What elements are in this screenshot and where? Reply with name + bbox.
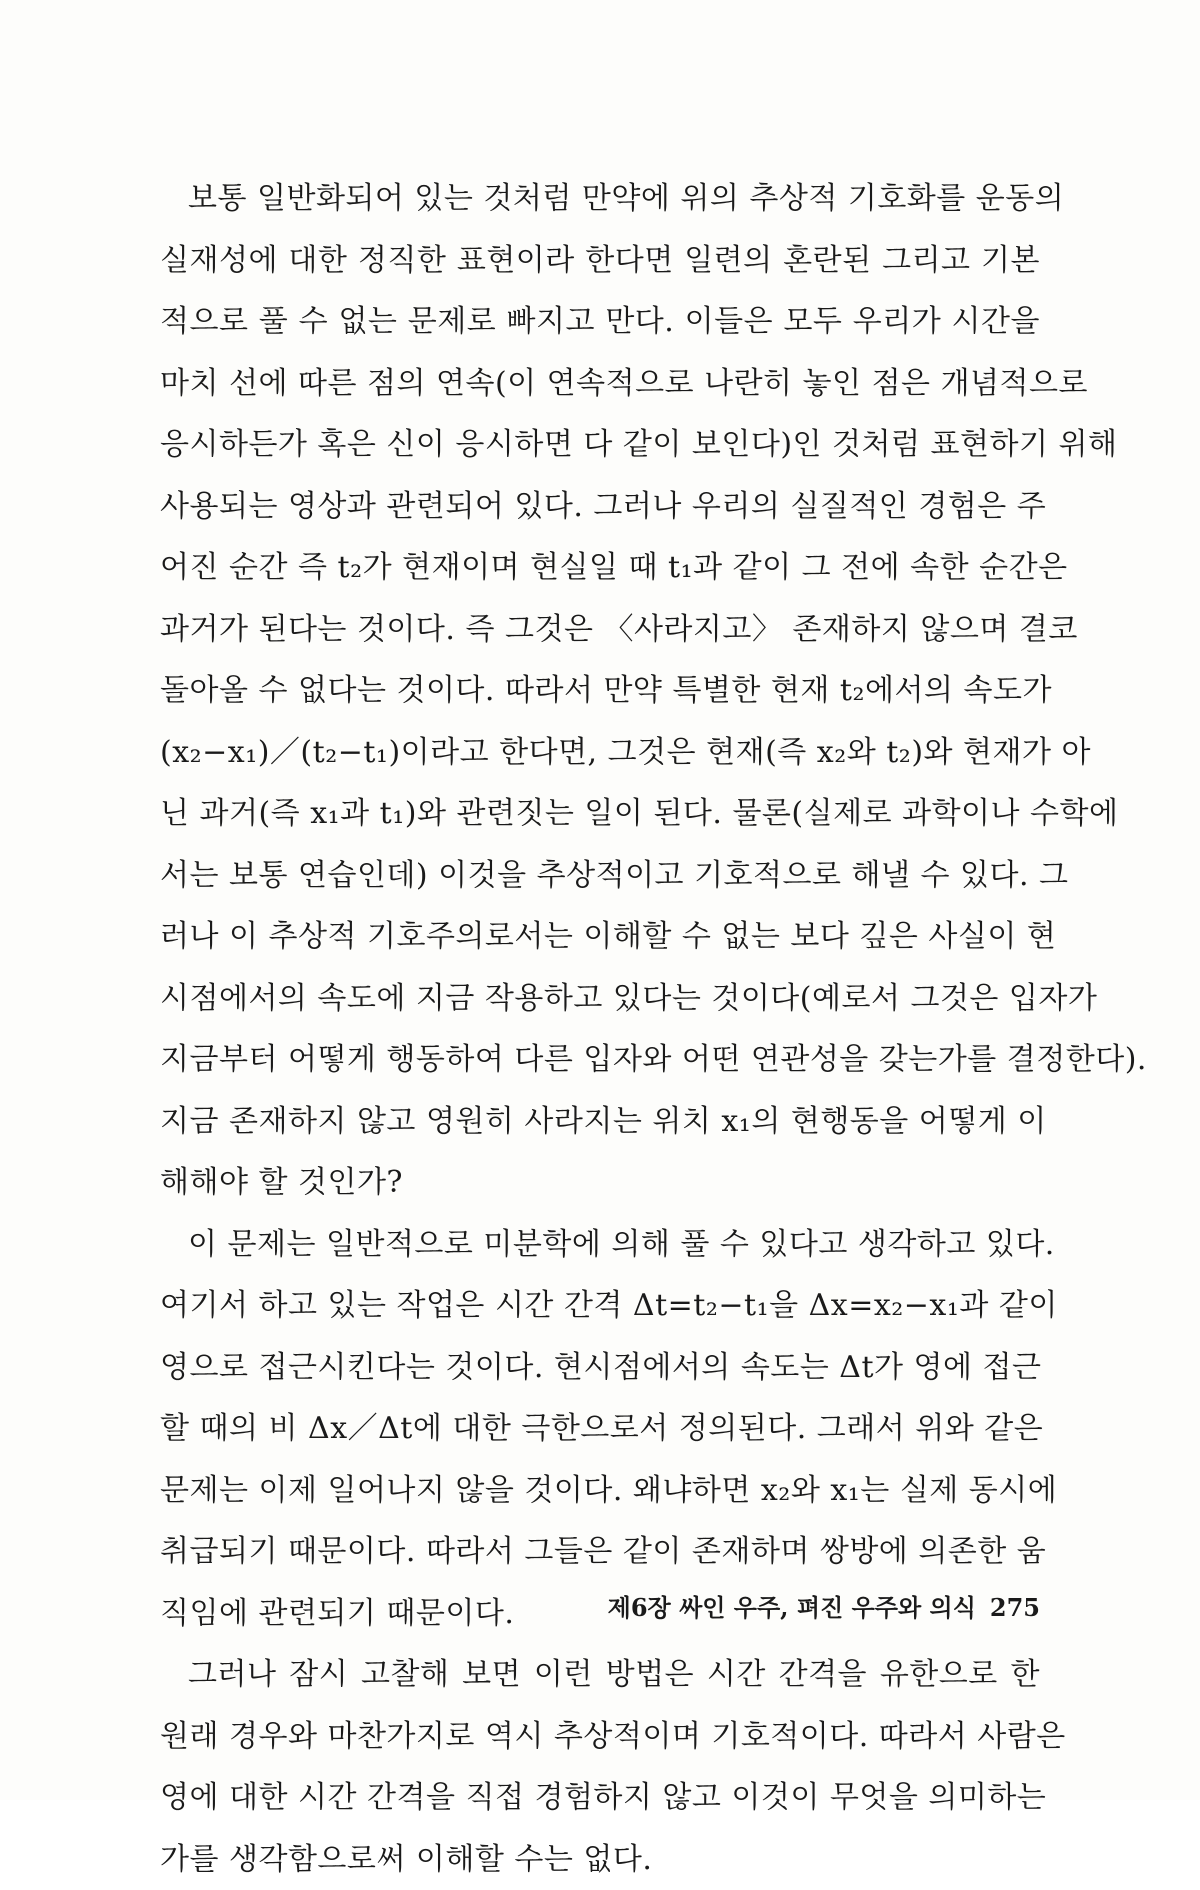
text-line: 영으로 접근시킨다는 것이다. 현시점에서의 속도는 Δt가 영에 접근 [160, 1337, 1040, 1399]
text-line: 원래 경우와 마찬가지로 역시 추상적이며 기호적이다. 따라서 사람은 [160, 1706, 1040, 1768]
paragraph [160, 1644, 1040, 1890]
text-line: 지금부터 어떻게 행동하여 다른 입자와 어떤 연관성을 갖는가를 결정한다). [160, 1029, 1040, 1091]
text-line: 문제는 이제 일어나지 않을 것이다. 왜냐하면 x₂와 x₁는 실제 동시에 [160, 1460, 1040, 1522]
chapter-title: 제6장 싸인 우주, 펴진 우주와 의식 [608, 1593, 976, 1622]
body-text [160, 168, 1040, 1890]
paragraph [160, 1214, 1040, 1645]
text-line: 마치 선에 따른 점의 연속(이 연속적으로 나란히 놓인 점은 개념적으로 [160, 353, 1040, 415]
text-line: 지금 존재하지 않고 영원히 사라지는 위치 x₁의 현행동을 어떻게 이 [160, 1091, 1040, 1153]
text-line: 러나 이 추상적 기호주의로서는 이해할 수 없는 보다 깊은 사실이 현 [160, 906, 1040, 968]
text-line: 직임에 관련되기 때문이다. [160, 1583, 1040, 1645]
text-line: 사용되는 영상과 관련되어 있다. 그러나 우리의 실질적인 경험은 주 [160, 476, 1040, 538]
text-line: 그러나 잠시 고찰해 보면 이런 방법은 시간 간격을 유한으로 한 [160, 1644, 1040, 1706]
text-line: 닌 과거(즉 x₁과 t₁)와 관련짓는 일이 된다. 물론(실제로 과학이나 수학에 [160, 783, 1040, 845]
text-line: 과거가 된다는 것이다. 즉 그것은 〈사라지고〉 존재하지 않으며 결코 [160, 599, 1040, 661]
text-line: (x₂−x₁)／(t₂−t₁)이라고 한다면, 그것은 현재(즉 x₂와 t₂)와 현재가 아 [160, 722, 1040, 784]
text-line: 서는 보통 연습인데) 이것을 추상적이고 기호적으로 해낼 수 있다. 그 [160, 845, 1040, 907]
text-line: 보통 일반화되어 있는 것처럼 만약에 위의 추상적 기호화를 운동의 [160, 168, 1040, 230]
running-footer [560, 1588, 1040, 1623]
text-line: 영에 대한 시간 간격을 직접 경험하지 않고 이것이 무엇을 의미하는 [160, 1767, 1040, 1829]
paragraph [160, 168, 1040, 1214]
text-line: 해해야 할 것인가? [160, 1152, 1040, 1214]
text-line: 어진 순간 즉 t₂가 현재이며 현실일 때 t₁과 같이 그 전에 속한 순간은 [160, 537, 1040, 599]
text-line: 실재성에 대한 정직한 표현이라 한다면 일련의 혼란된 그리고 기본 [160, 230, 1040, 292]
text-line: 가를 생각함으로써 이해할 수는 없다. [160, 1829, 1040, 1890]
text-line: 응시하든가 혹은 신이 응시하면 다 같이 보인다)인 것처럼 표현하기 위해 [160, 414, 1040, 476]
text-line: 여기서 하고 있는 작업은 시간 간격 Δt=t₂−t₁을 Δx=x₂−x₁과 같이 [160, 1275, 1040, 1337]
text-line: 할 때의 비 Δx／Δt에 대한 극한으로서 정의된다. 그래서 위와 같은 [160, 1398, 1040, 1460]
text-line: 이 문제는 일반적으로 미분학에 의해 풀 수 있다고 생각하고 있다. [160, 1214, 1040, 1276]
text-line: 돌아올 수 없다는 것이다. 따라서 만약 특별한 현재 t₂에서의 속도가 [160, 660, 1040, 722]
text-line: 취급되기 때문이다. 따라서 그들은 같이 존재하며 쌍방에 의존한 움 [160, 1521, 1040, 1583]
page-number: 275 [990, 1593, 1040, 1622]
text-line: 시점에서의 속도에 지금 작용하고 있다는 것이다(예로서 그것은 입자가 [160, 968, 1040, 1030]
text-line: 적으로 풀 수 없는 문제로 빠지고 만다. 이들은 모두 우리가 시간을 [160, 291, 1040, 353]
